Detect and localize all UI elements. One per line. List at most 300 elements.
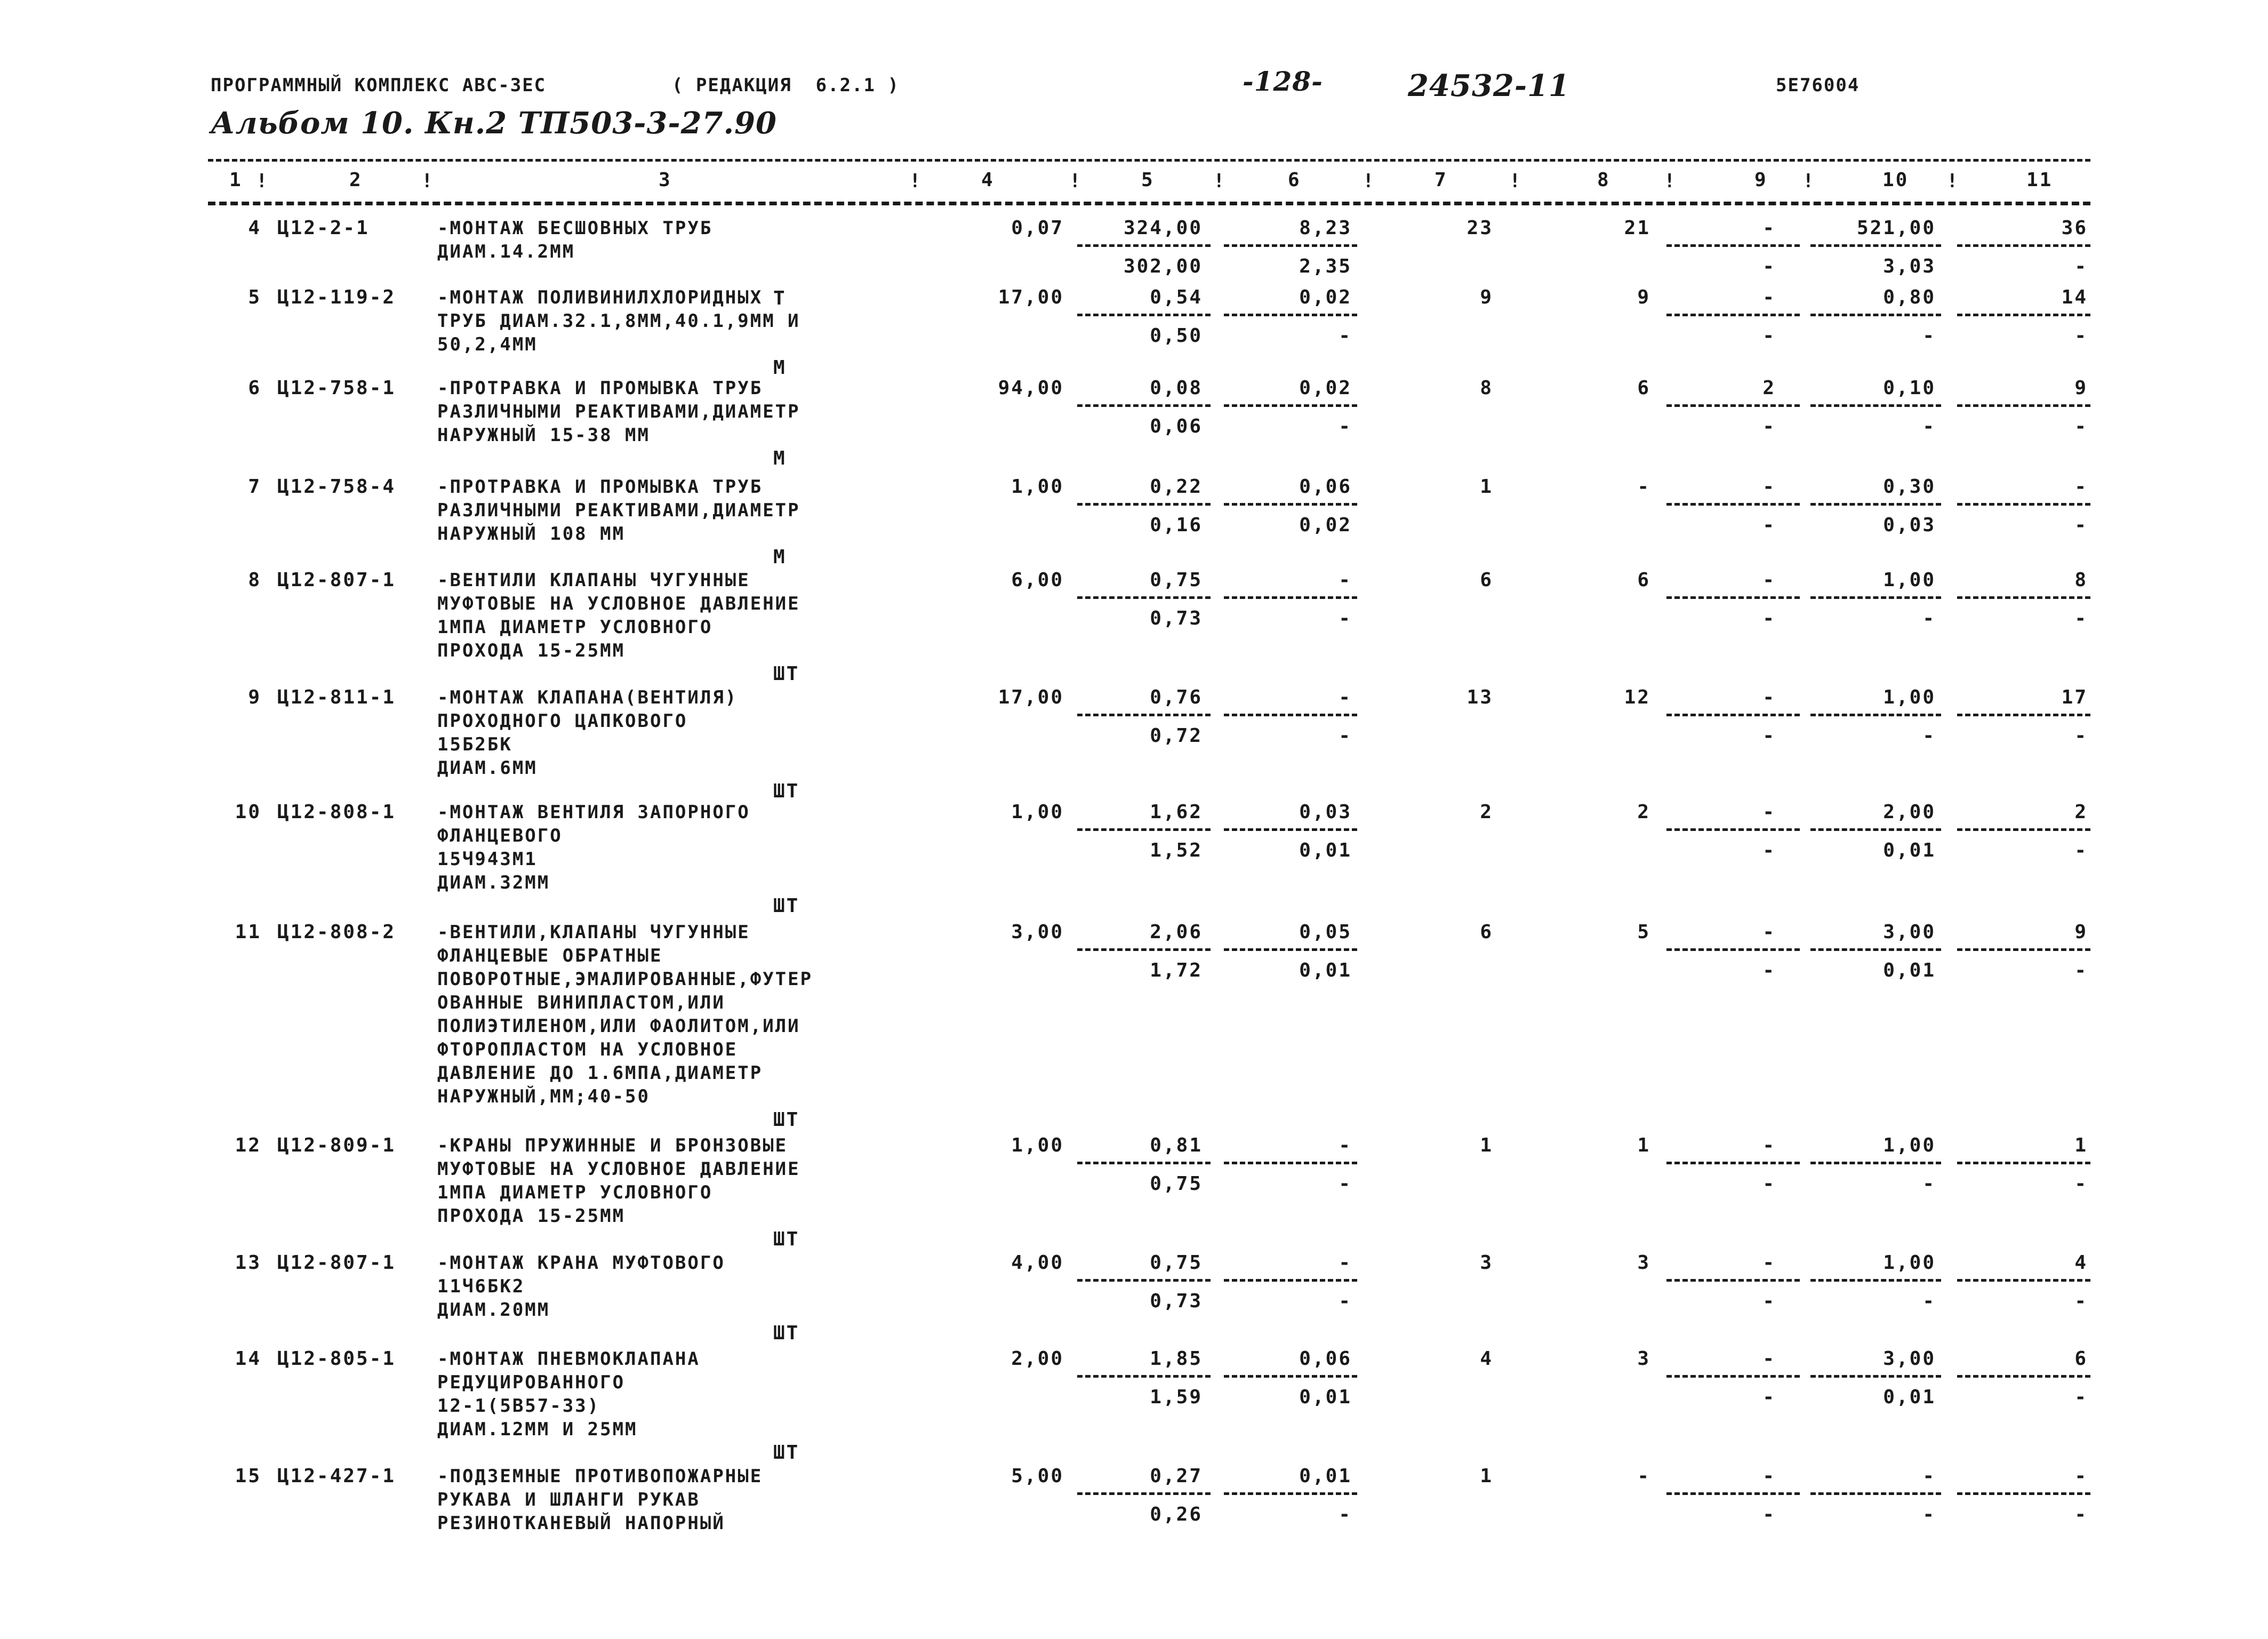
album-reference: Альбом 10. Кн.2 ТП503-3-27.90 [211,106,777,141]
sub-value-s11: - [2074,840,2088,861]
value-c7: 8 [1480,377,1493,399]
description-line: -ПРОТРАВКА И ПРОМЫВКА ТРУБ [437,476,763,498]
description-line: 1МПА ДИАМЕТР УСЛОВНОГО [437,1182,713,1203]
rate-code: Ц12-808-1 [277,801,396,823]
description-line: ДАВЛЕНИЕ ДО 1.6МПА,ДИАМЕТР [437,1062,763,1084]
sub-value-s6: - [1339,1504,1352,1525]
fraction-rule [1957,503,2090,506]
sub-value-s10: - [1922,607,1936,629]
sub-value-s5: 1,72 [1150,960,1203,981]
value-c8: 5 [1637,921,1650,943]
sub-value-s11: - [2074,960,2088,981]
value-c11: 6 [2074,1348,2088,1370]
value-c6: 0,06 [1299,1348,1352,1370]
value-c11: 9 [2074,921,2088,943]
sub-value-s5: 0,50 [1150,325,1203,347]
description-line: 11Ч6БК2 [437,1276,525,1297]
page-number: -128- [1243,66,1323,97]
rate-code: Ц12-119-2 [277,286,396,308]
sub-value-s6: - [1339,415,1352,437]
description-line: -ВЕНТИЛИ,КЛАПАНЫ ЧУГУННЫЕ [437,922,750,943]
value-c6: 0,02 [1299,377,1352,399]
column-header-9: 9 [1754,169,1768,191]
description-line: МУФТОВЫЕ НА УСЛОВНОЕ ДАВЛЕНИЕ [437,593,800,614]
description-line: ПРОХОДА 15-25ММ [437,1205,626,1227]
value-c10: 1,00 [1883,1252,1936,1274]
value-c10: 0,30 [1883,476,1936,498]
value-c6: 0,02 [1299,286,1352,308]
fraction-rule [1666,503,1800,506]
fraction-rule [1224,596,1357,599]
sub-value-s6: 0,01 [1299,960,1352,981]
sub-value-s9: - [1762,325,1776,347]
fraction-rule [1810,1162,1941,1164]
description-line: 50,2,4ММ [437,334,538,355]
fraction-rule [1077,314,1211,316]
sub-value-s11: - [2074,607,2088,629]
sub-value-s9: - [1762,607,1776,629]
fraction-rule [1077,714,1211,716]
column-separator: ! [1509,170,1522,192]
row-number: 5 [248,286,261,308]
value-c10: 3,00 [1883,921,1936,943]
value-c11: 17 [2061,686,2088,708]
value-c8: 2 [1637,801,1650,823]
sub-value-s11: - [2074,725,2088,747]
unit-label: М [773,447,787,469]
row-number: 14 [235,1348,261,1370]
sub-value-s5: 0,73 [1150,1290,1203,1312]
value-c9: - [1762,1348,1776,1370]
row-number: 8 [248,569,261,591]
value-c8: 12 [1624,686,1650,708]
fraction-rule [1224,1279,1357,1282]
sub-value-s6: 0,01 [1299,840,1352,861]
fraction-rule [1666,1375,1800,1378]
description-line: РУКАВА И ШЛАНГИ РУКАВ [437,1489,700,1510]
description-line: ПРОХОДА 15-25ММ [437,640,626,661]
sub-value-s11: - [2074,514,2088,536]
value-c10: 2,00 [1883,801,1936,823]
description-line: РЕДУЦИРОВАННОГО [437,1372,626,1393]
value-c7: 3 [1480,1252,1493,1274]
value-c9: - [1762,286,1776,308]
column-header-1: 1 [229,169,243,191]
edition-label: ( РЕДАКЦИЯ 6.2.1 ) [672,75,900,96]
sub-value-s6: - [1339,607,1352,629]
work-description [437,1347,700,1441]
sub-value-s5: 0,16 [1150,514,1203,536]
fraction-rule [1810,503,1941,506]
work-description [437,686,738,780]
fraction-rule [1666,244,1800,247]
value-c4: 6,00 [1011,569,1064,591]
unit-label: М [773,357,787,379]
description-line: ДИАМ.20ММ [437,1299,550,1321]
value-c9: 2 [1762,377,1776,399]
row-number: 10 [235,801,261,823]
value-c4: 4,00 [1011,1252,1064,1274]
value-c9: - [1762,1134,1776,1156]
sub-value-s9: - [1762,1290,1776,1312]
fraction-rule [1957,1162,2090,1164]
column-header-8: 8 [1597,169,1610,191]
value-c5: 0,27 [1150,1465,1203,1487]
value-c7: 1 [1480,476,1493,498]
rate-code: Ц12-808-2 [277,921,396,943]
column-header-2: 2 [349,169,363,191]
row-number: 13 [235,1252,261,1274]
value-c4: 94,00 [998,377,1064,399]
fraction-rule [1224,404,1357,407]
description-line: ПОЛИЭТИЛЕНОМ,ИЛИ ФАОЛИТОМ,ИЛИ [437,1016,800,1037]
rate-code: Ц12-427-1 [277,1465,396,1487]
fraction-rule [1077,948,1211,951]
fraction-rule [1810,1375,1941,1378]
value-c11: - [2074,476,2088,498]
fraction-rule [1957,314,2090,316]
value-c4: 17,00 [998,686,1064,708]
fraction-rule [1957,828,2090,831]
sub-value-s10: 0,03 [1883,514,1936,536]
sub-value-s6: 0,01 [1299,1386,1352,1408]
value-c6: - [1339,569,1352,591]
value-c11: 1 [2074,1134,2088,1156]
description-line: ФЛАНЦЕВЫЕ ОБРАТНЫЕ [437,945,663,966]
fraction-rule [1077,1279,1211,1282]
work-description [437,1251,725,1322]
value-c8: 3 [1637,1252,1650,1274]
value-c10: 521,00 [1856,217,1936,239]
row-number: 7 [248,476,261,498]
sub-value-s10: 0,01 [1883,960,1936,981]
fraction-rule [1077,404,1211,407]
sub-value-s6: 0,02 [1299,514,1352,536]
description-line: ОВАННЫЕ ВИНИПЛАСТОМ,ИЛИ [437,992,725,1013]
fraction-rule [1957,404,2090,407]
value-c4: 3,00 [1011,921,1064,943]
value-c9: - [1762,1465,1776,1487]
sub-value-s10: - [1922,1290,1936,1312]
column-header-6: 6 [1288,169,1301,191]
sub-value-s6: - [1339,725,1352,747]
value-c10: 0,10 [1883,377,1936,399]
rate-code: Ц12-2-1 [277,217,370,239]
description-line: -МОНТАЖ КЛАПАНА(ВЕНТИЛЯ) [437,687,738,708]
column-header-11: 11 [2026,169,2053,191]
value-c8: 3 [1637,1348,1650,1370]
sub-value-s5: 302,00 [1123,255,1203,277]
fraction-rule [1224,314,1357,316]
fraction-rule [1666,948,1800,951]
sub-value-s9: - [1762,840,1776,861]
value-c10: 3,00 [1883,1348,1936,1370]
value-c8: 1 [1637,1134,1650,1156]
fraction-rule [1957,244,2090,247]
description-line: ПОВОРОТНЫЕ,ЭМАЛИРОВАННЫЕ,ФУТЕР [437,969,813,990]
value-c4: 17,00 [998,286,1064,308]
fraction-rule [1810,714,1941,716]
sub-value-s11: - [2074,1290,2088,1312]
sub-value-s9: - [1762,1173,1776,1195]
value-c6: 0,06 [1299,476,1352,498]
value-c5: 0,75 [1150,569,1203,591]
column-separator: ! [1213,170,1227,192]
value-c5: 0,08 [1150,377,1203,399]
fraction-rule [1810,948,1941,951]
column-separator: ! [909,170,923,192]
value-c8: 6 [1637,377,1650,399]
work-description [437,475,800,546]
sub-value-s5: 1,59 [1150,1386,1203,1408]
value-c10: - [1922,1465,1936,1487]
sub-value-s11: - [2074,1504,2088,1525]
rate-code: Ц12-758-1 [277,377,396,399]
value-c9: - [1762,476,1776,498]
document-id: 5Е76004 [1776,75,1860,96]
rate-code: Ц12-807-1 [277,1252,396,1274]
sub-value-s5: 0,75 [1150,1173,1203,1195]
sub-value-s10: - [1922,1173,1936,1195]
description-line: 15Б2БК [437,734,512,755]
fraction-rule [1666,404,1800,407]
value-c7: 2 [1480,801,1493,823]
description-line: МУФТОВЫЕ НА УСЛОВНОЕ ДАВЛЕНИЕ [437,1158,800,1180]
value-c5: 0,54 [1150,286,1203,308]
value-c11: 2 [2074,801,2088,823]
sub-value-s10: - [1922,325,1936,347]
value-c9: - [1762,217,1776,239]
value-c10: 1,00 [1883,686,1936,708]
value-c7: 6 [1480,921,1493,943]
sub-value-s10: 3,03 [1883,255,1936,277]
fraction-rule [1810,314,1941,316]
value-c4: 1,00 [1011,801,1064,823]
fraction-rule [1666,1279,1800,1282]
fraction-rule [1666,1492,1800,1495]
value-c5: 324,00 [1123,217,1203,239]
value-c11: 14 [2061,286,2088,308]
description-line: РАЗЛИЧНЫМИ РЕАКТИВАМИ,ДИАМЕТР [437,500,800,521]
value-c7: 23 [1466,217,1493,239]
unit-label: ШТ [773,663,800,685]
value-c7: 4 [1480,1348,1493,1370]
value-c9: - [1762,569,1776,591]
unit-label: ШТ [773,895,800,917]
fraction-rule [1077,244,1211,247]
rate-code: Ц12-807-1 [277,569,396,591]
fraction-rule [1077,1492,1211,1495]
value-c5: 0,75 [1150,1252,1203,1274]
fraction-rule [1077,596,1211,599]
description-line: ФЛАНЦЕВОГО [437,825,563,846]
fraction-rule [1957,596,2090,599]
fraction-rule [1957,948,2090,951]
value-c5: 0,81 [1150,1134,1203,1156]
unit-label: ШТ [773,1228,800,1250]
description-line: -КРАНЫ ПРУЖИННЫЕ И БРОНЗОВЫЕ [437,1135,788,1156]
fraction-rule [1224,828,1357,831]
fraction-rule [1077,828,1211,831]
value-c6: 0,05 [1299,921,1352,943]
work-description [437,801,750,894]
row-number: 15 [235,1465,261,1487]
work-description [437,1134,800,1228]
sub-value-s9: - [1762,725,1776,747]
fraction-rule [1810,404,1941,407]
fraction-rule [1666,596,1800,599]
sub-value-s11: - [2074,415,2088,437]
value-c6: 0,03 [1299,801,1352,823]
value-c4: 2,00 [1011,1348,1064,1370]
fraction-rule [1957,1375,2090,1378]
description-line: 1МПА ДИАМЕТР УСЛОВНОГО [437,617,713,638]
description-line: ПРОХОДНОГО ЦАПКОВОГО [437,710,688,732]
value-c7: 9 [1480,286,1493,308]
value-c7: 1 [1480,1465,1493,1487]
column-header-3: 3 [659,169,672,191]
column-separator: ! [1802,170,1816,192]
value-c10: 0,80 [1883,286,1936,308]
sub-value-s10: - [1922,415,1936,437]
value-c9: - [1762,686,1776,708]
sub-value-s6: - [1339,325,1352,347]
column-header-7: 7 [1434,169,1448,191]
column-header-5: 5 [1141,169,1155,191]
value-c4: 1,00 [1011,1134,1064,1156]
description-line: -МОНТАЖ КРАНА МУФТОВОГО [437,1252,725,1274]
program-title: ПРОГРАММНЫЙ КОМПЛЕКС АВС-ЗЕС [211,75,547,96]
fraction-rule [1224,1492,1357,1495]
description-line: -МОНТАЖ ПОЛИВИНИЛХЛОРИДНЫХ [437,287,763,308]
value-c6: - [1339,1252,1352,1274]
unit-label: ШТ [773,1442,800,1464]
description-line: -МОНТАЖ БЕСШОВНЫХ ТРУБ [437,218,713,239]
work-description [437,217,712,263]
value-c11: 9 [2074,377,2088,399]
sub-value-s6: - [1339,1173,1352,1195]
sub-value-s9: - [1762,960,1776,981]
value-c8: - [1637,1465,1650,1487]
value-c5: 1,85 [1150,1348,1203,1370]
column-header-4: 4 [981,169,995,191]
sub-value-s10: - [1922,725,1936,747]
fraction-rule [1810,1492,1941,1495]
value-c4: 1,00 [1011,476,1064,498]
column-separator: ! [1664,170,1677,192]
value-c5: 2,06 [1150,921,1203,943]
value-c7: 13 [1466,686,1493,708]
fraction-rule [1224,244,1357,247]
value-c6: 0,01 [1299,1465,1352,1487]
sub-value-s11: - [2074,325,2088,347]
sub-value-s11: - [2074,1173,2088,1195]
column-header-10: 10 [1882,169,1909,191]
fraction-rule [1666,828,1800,831]
work-description [437,377,800,447]
fraction-rule [1666,714,1800,716]
fraction-rule [1666,314,1800,316]
work-description [437,569,800,662]
sub-value-s11: - [2074,1386,2088,1408]
row-number: 6 [248,377,261,399]
column-separator: ! [256,170,269,192]
value-c8: 9 [1637,286,1650,308]
sub-value-s9: - [1762,255,1776,277]
description-line: ФТОРОПЛАСТОМ НА УСЛОВНОЕ [437,1039,738,1060]
description-line: -МОНТАЖ ПНЕВМОКЛАПАНА [437,1348,700,1370]
value-c10: 1,00 [1883,1134,1936,1156]
description-line: ДИАМ.6ММ [437,757,538,779]
value-c6: 8,23 [1299,217,1352,239]
fraction-rule [1810,828,1941,831]
fraction-rule [1077,1375,1211,1378]
value-c4: 5,00 [1011,1465,1064,1487]
row-number: 4 [248,217,261,239]
value-c8: - [1637,476,1650,498]
unit-label: ШТ [773,1109,800,1131]
sub-value-s5: 0,06 [1150,415,1203,437]
sub-value-s6: 2,35 [1299,255,1352,277]
sub-value-s9: - [1762,1386,1776,1408]
fraction-rule [1224,503,1357,506]
value-c11: 8 [2074,569,2088,591]
value-c11: 4 [2074,1252,2088,1274]
fraction-rule [1810,244,1941,247]
value-c6: - [1339,1134,1352,1156]
unit-label: М [773,546,787,568]
document-code: 24532-11 [1408,68,1570,103]
fraction-rule [1666,1162,1800,1164]
sub-value-s9: - [1762,415,1776,437]
value-c7: 1 [1480,1134,1493,1156]
value-c4: 0,07 [1011,217,1064,239]
fraction-rule [1810,1279,1941,1282]
value-c8: 21 [1624,217,1650,239]
sub-value-s5: 0,26 [1150,1504,1203,1525]
description-line: 15Ч943М1 [437,849,538,870]
sub-value-s11: - [2074,255,2088,277]
value-c11: - [2074,1465,2088,1487]
column-separator: ! [1069,170,1083,192]
value-c9: - [1762,801,1776,823]
row-number: 12 [235,1134,261,1156]
sub-value-s5: 1,52 [1150,840,1203,861]
description-line: ДИАМ.12ММ И 25ММ [437,1419,638,1440]
value-c5: 0,76 [1150,686,1203,708]
value-c5: 1,62 [1150,801,1203,823]
value-c7: 6 [1480,569,1493,591]
description-line: -ПОДЗЕМНЫЕ ПРОТИВОПОЖАРНЫЕ [437,1466,763,1487]
fraction-rule [1957,714,2090,716]
sub-value-s5: 0,72 [1150,725,1203,747]
description-line: РЕЗИНОТКАНЕВЫЙ НАПОРНЫЙ [437,1513,725,1534]
fraction-rule [1224,948,1357,951]
column-separator: ! [1946,170,1960,192]
header-top-rule [208,159,2090,162]
unit-label: ШТ [773,780,800,802]
fraction-rule [1810,596,1941,599]
description-line: РАЗЛИЧНЫМИ РЕАКТИВАМИ,ДИАМЕТР [437,401,800,422]
description-line: ДИАМ.14.2ММ [437,241,575,262]
description-line: -ВЕНТИЛИ КЛАПАНЫ ЧУГУННЫЕ [437,570,750,591]
description-line: -ПРОТРАВКА И ПРОМЫВКА ТРУБ [437,378,763,399]
value-c9: - [1762,1252,1776,1274]
fraction-rule [1224,1375,1357,1378]
value-c11: 36 [2061,217,2088,239]
description-line: НАРУЖНЫЙ 108 ММ [437,523,626,545]
value-c6: - [1339,686,1352,708]
